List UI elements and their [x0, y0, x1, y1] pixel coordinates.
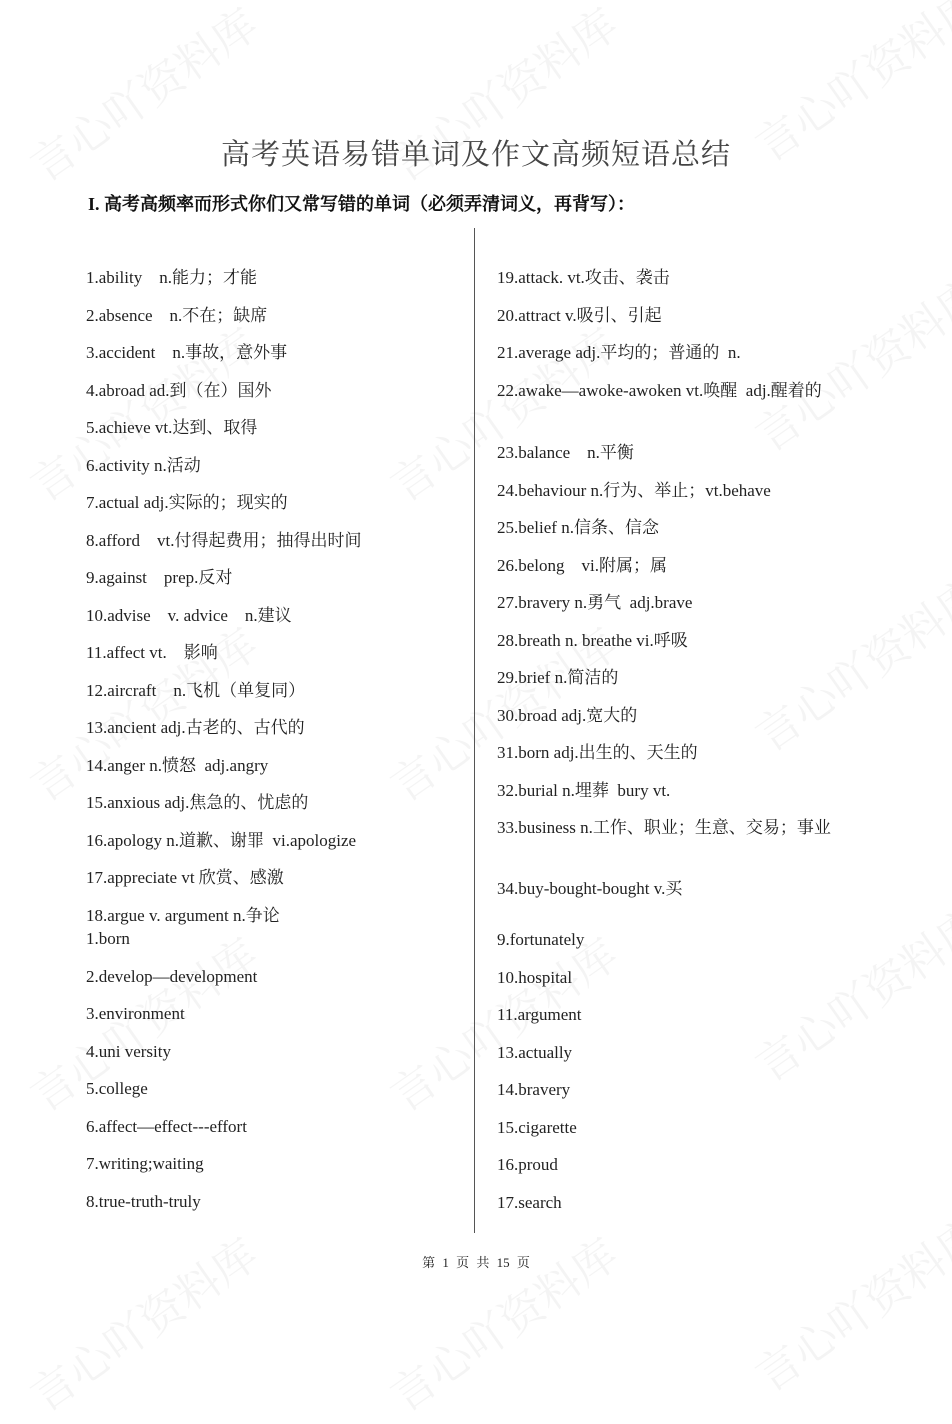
page-footer: 第 1 页 共 15 页: [422, 1255, 530, 1270]
word-entry: 24.behaviour n.行为、举止；vt.behave: [497, 480, 771, 500]
watermark: [741, 1200, 952, 1404]
word-entry: 34.buy-bought-bought v.买: [497, 879, 683, 898]
word-entry: 9.against prep.反对: [86, 568, 233, 587]
word-entry: 11.affect vt. 影响: [86, 643, 218, 662]
right-upper-list-c: [497, 870, 682, 908]
page-title: 高考英语易错单词及作文高频短语总结: [220, 139, 731, 171]
word-entry: 19.attack. vt.攻击、袭击: [497, 268, 670, 287]
word-entry: 14.anger n.愤怒 adj.angry: [86, 755, 269, 775]
right-upper-list-b: [497, 434, 831, 847]
word-entry: 1.born: [86, 929, 130, 948]
left-upper-list: [86, 259, 361, 934]
word-entry: 29.brief n.简洁的: [497, 668, 619, 687]
right-upper-list-a: [497, 259, 822, 409]
word-entry: 30.broad adj.宽大的: [497, 705, 638, 725]
word-entry: 14.bravery: [497, 1080, 571, 1099]
word-entry: 13.actually: [497, 1042, 573, 1062]
word-entry: 26.belong vi.附属；属: [497, 555, 667, 575]
right-lower-list: [497, 921, 584, 1221]
word-entry: 15.anxious adj.焦急的、忧虑的: [86, 793, 309, 812]
word-entry: 4.uni versity: [86, 1041, 171, 1061]
word-entry: 2.absence n.不在；缺席: [86, 305, 268, 325]
word-entry: 20.attract v.吸引、引起: [497, 305, 662, 325]
word-entry: 27.bravery n.勇气 adj.brave: [497, 593, 693, 612]
word-entry: 16.apology n.道歉、谢罪 vi.apologize: [86, 830, 357, 850]
word-entry: 18.argue v. argument n.争论: [86, 905, 280, 925]
word-entry: 4.abroad ad.到（在）国外: [86, 380, 272, 400]
word-entry: 33.business n.工作、职业；生意、交易；事业: [497, 818, 831, 837]
word-entry: 12.aircraft n.飞机（单复同）: [86, 680, 306, 700]
word-entry: 8.true-truth-truly: [86, 1191, 201, 1211]
word-entry: 10.hospital: [497, 967, 573, 987]
word-entry: 31.born adj.出生的、天生的: [497, 743, 698, 762]
left-lower-list: [86, 920, 257, 1220]
word-entry: 21.average adj.平均的；普通的 n.: [497, 343, 741, 362]
word-entry: 5.college: [86, 1079, 148, 1098]
word-entry: 11.argument: [497, 1005, 582, 1024]
word-entry: 7.actual adj.实际的；现实的: [86, 493, 288, 512]
word-entry: 6.affect—effect---effort: [86, 1116, 247, 1136]
word-entry: 23.balance n.平衡: [497, 443, 634, 462]
word-entry: 5.achieve vt.达到、取得: [86, 418, 258, 437]
word-entry: 15.cigarette: [497, 1117, 577, 1137]
section-heading: I. 高考高频率而形式你们又常写错的单词（必须弄清词义，再背写）：: [88, 194, 636, 214]
word-entry: 32.burial n.埋葬 bury vt.: [497, 780, 671, 800]
word-entry: 7.writing;waiting: [86, 1154, 204, 1173]
word-entry: 16.proud: [497, 1155, 558, 1174]
word-entry: 22.awake—awoke-awoken vt.唤醒 adj.醒着的: [497, 380, 822, 400]
word-entry: 9.fortunately: [497, 930, 585, 949]
word-entry: 3.environment: [86, 1004, 185, 1023]
word-entry: 28.breath n. breathe vi.呼吸: [497, 630, 688, 650]
word-entry: 25.belief n.信条、信念: [497, 518, 659, 537]
word-entry: 2.develop—development: [86, 966, 258, 986]
watermark: [376, 1220, 629, 1424]
word-entry: 17.appreciate vt 欣赏、感激: [86, 868, 284, 887]
watermark: [16, 1220, 269, 1424]
word-entry: 3.accident n.事故，意外事: [86, 343, 288, 362]
word-entry: 1.ability n.能力；才能: [86, 268, 257, 287]
word-entry: 6.activity n.活动: [86, 455, 201, 475]
watermark: [741, 890, 952, 1094]
word-entry: 13.ancient adj.古老的、古代的: [86, 718, 305, 737]
word-entry: 17.search: [497, 1192, 562, 1212]
word-entry: 10.advise v. advice n.建议: [86, 605, 292, 625]
column-divider: [474, 228, 475, 1233]
word-entry: 8.afford vt.付得起费用；抽得出时间: [86, 530, 362, 550]
